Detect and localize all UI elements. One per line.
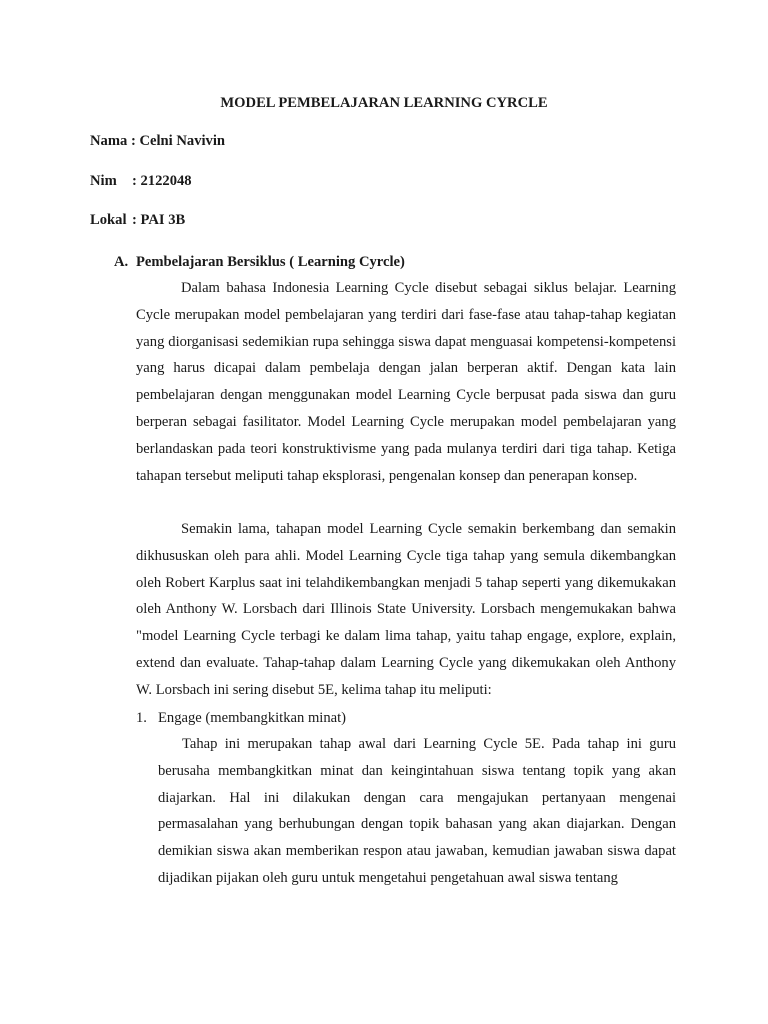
nim-label: Nim [90,173,117,189]
list-item-1-number: 1. [136,710,147,726]
section-a-paragraph-1: Dalam bahasa Indonesia Learning Cycle disebut sebagai siklus belajar. Learning Cycle merupakan model pembelajaran yang terdiri dari fase-fase atau tahap-tahap kegiatan yang diorganisasi sedemikian rupa sehingga siswa dapat menguasai kompetensi-kompetensi yang harus dicapai dalam pembelaja dengan jalan berperan aktif. Dengan kata lain pembelajaran dengan menggunakan model Learning Cycle berpusat pada siswa dan guru berperan sebagai fasilitator. Model Learning Cycle merupakan model pembelajaran yang berlandaskan pada teori konstruktivisme yang pada mulanya terdiri dari tiga tahap. Ketiga tahapan tersebut meliputi tahap eksplorasi, pengenalan konsep dan penerapan konsep. [136,280,676,484]
section-a-paragraph-2: Semakin lama, tahapan model Learning Cycle semakin berkembang dan semakin dikhususkan oleh para ahli. Model Learning Cycle tiga tahap yang semula dikembangkan oleh Robert Karplus saat ini telahdikembangkan menjadi 5 tahap seperti yang dikemukakan oleh Anthony W. Lorsbach dari Illinois State University. Lorsbach mengemukakan bahwa "model Learning Cycle terbagi ke dalam lima tahap, yaitu tahap engage, explore, explain, extend dan evaluate. Tahap-tahap dalam Learning Cycle yang dikemukakan oleh Anthony W. Lorsbach ini sering disebut 5E, kelima tahap itu meliputi: [136,521,676,698]
document-title: MODEL PEMBELAJARAN LEARNING CYRCLE [220,95,548,111]
list-item-1-heading [136,705,346,732]
student-name-line [90,131,225,151]
lokal-label: Lokal [90,212,127,228]
list-item-1-title: Engage (membangkitkan minat) [158,710,347,726]
lokal-value: : PAI 3B [132,212,186,228]
section-a-heading [114,252,405,272]
name-value: : Celni Navivin [130,133,226,149]
section-a-letter: A. [114,254,129,270]
list-item-1-paragraph: Tahap ini merupakan tahap awal dari Learning Cycle 5E. Pada tahap ini guru berusaha membangkitkan minat dan keingintahuan siswa tentang topik yang akan diajarkan. Hal ini dilakukan dengan cara mengajukan pertanyaan mengenai permasalahan yang berhubungan dengan topik bahasan yang akan diajarkan. Dengan demikian siswa akan memberikan respon atau jawaban, kemudian jawaban siswa dapat dijadikan pijakan oleh guru untuk mengetahui pengetahuan awal siswa tentang [158,736,676,886]
student-nim-line [90,171,192,191]
section-a-title: Pembelajaran Bersiklus ( Learning Cyrcle) [136,254,405,270]
name-label: Nama [90,133,128,149]
nim-value: : 2122048 [132,173,192,189]
student-lokal-line [90,210,185,230]
